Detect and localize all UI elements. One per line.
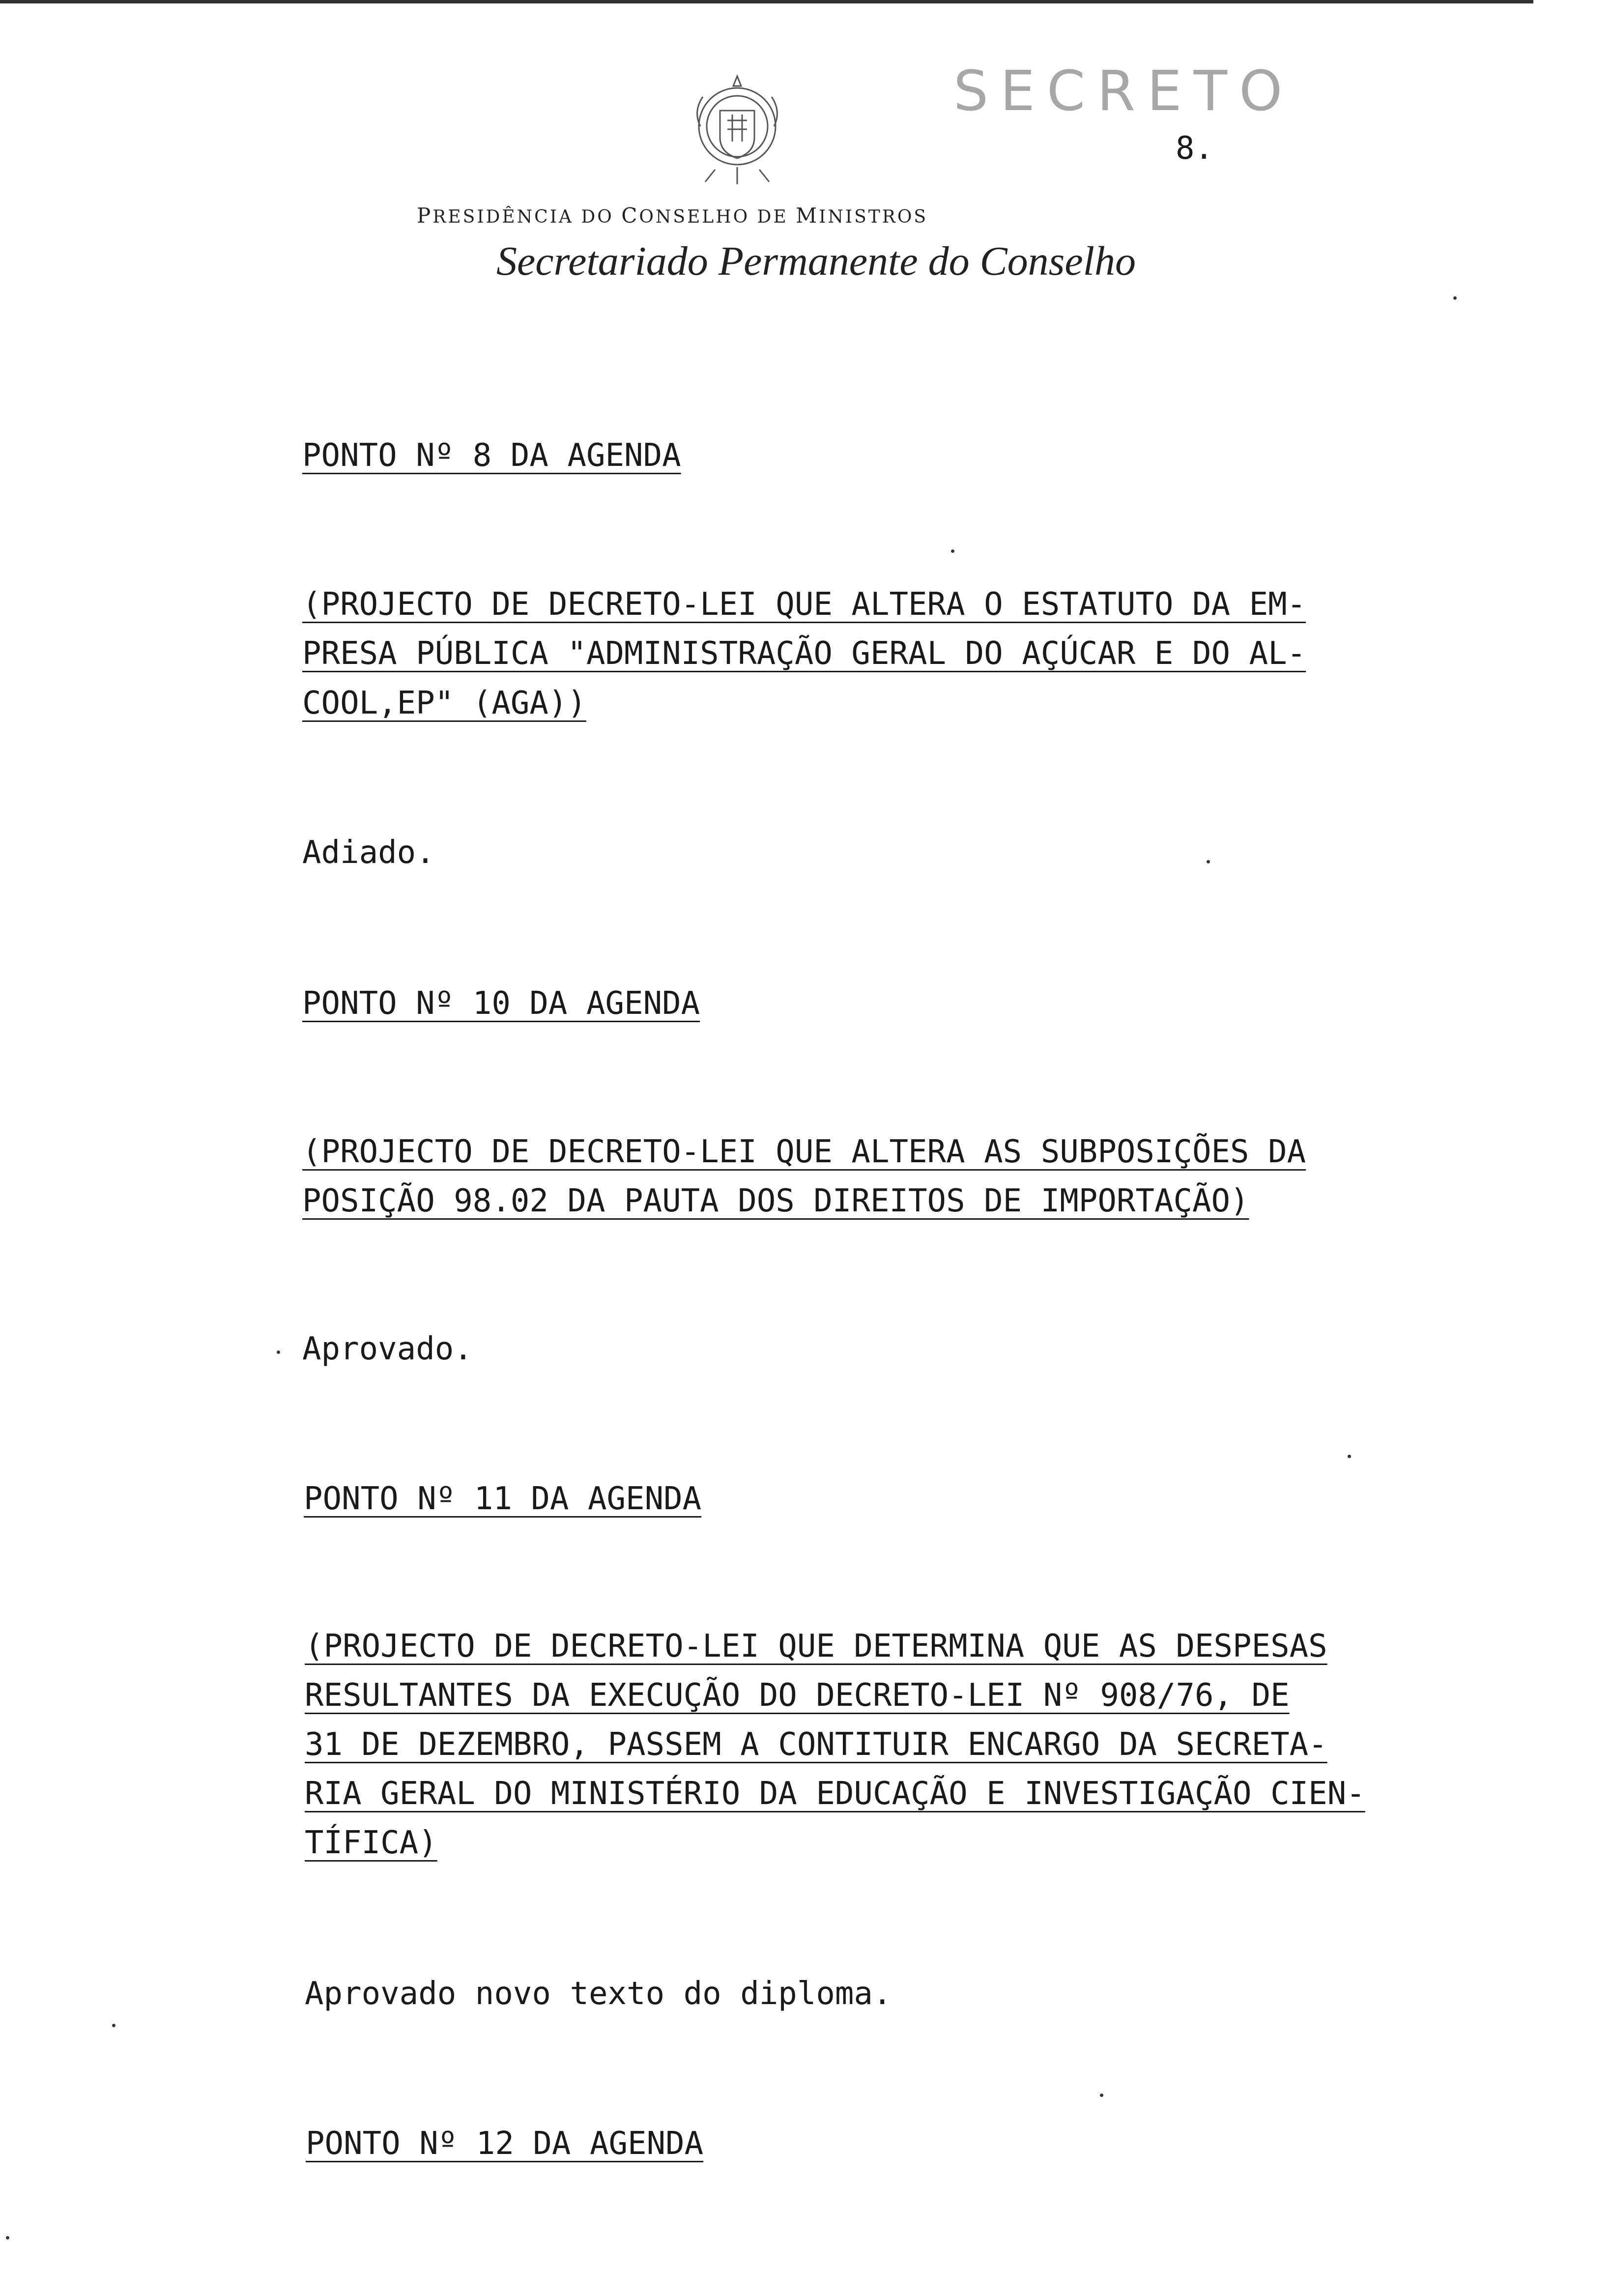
agenda-item-10-result: Aprovado.	[302, 1331, 473, 1367]
top-border-line	[0, 0, 1533, 3]
agenda-item-11-title-line: TÍFICA)	[305, 1825, 437, 1861]
scan-speck	[1453, 296, 1457, 300]
scan-speck	[277, 1350, 280, 1354]
agenda-item-10-title-line: POSIÇÃO 98.02 DA PAUTA DOS DIREITOS DE IMPORTAÇÃO)	[302, 1183, 1249, 1219]
classification-stamp: SECRETO	[953, 59, 1295, 123]
scan-speck	[1207, 860, 1210, 863]
agenda-item-8-title-line: PRESA PÚBLICA "ADMINISTRAÇÃO GERAL DO AÇÚCAR E DO AL-	[302, 635, 1306, 672]
agenda-item-10-heading: PONTO Nº 10 DA AGENDA	[302, 985, 700, 1022]
agenda-item-11-heading: PONTO Nº 11 DA AGENDA	[304, 1481, 702, 1517]
agenda-item-8-title-line: COOL,EP" (AGA))	[302, 685, 586, 721]
agenda-item-11-title-line: RESULTANTES DA EXECUÇÃO DO DECRETO-LEI Nº 908/76, DE	[305, 1677, 1290, 1714]
scan-speck	[6, 2236, 9, 2239]
agenda-item-8-result: Adiado.	[302, 834, 435, 871]
scan-speck	[951, 549, 954, 553]
scan-speck	[112, 2024, 115, 2027]
agenda-item-12-heading: PONTO Nº 12 DA AGENDA	[306, 2125, 704, 2162]
agenda-item-11-result: Aprovado novo texto do diploma.	[305, 1976, 892, 2012]
scan-speck	[1348, 1455, 1351, 1458]
agenda-item-11-title-line: RIA GERAL DO MINISTÉRIO DA EDUCAÇÃO E INVESTIGAÇÃO CIEN-	[305, 1776, 1365, 1812]
agenda-item-11-title-line: (PROJECTO DE DECRETO-LEI QUE DETERMINA QUE AS DESPESAS	[305, 1628, 1327, 1665]
organization-name: PRESIDÊNCIA DO CONSELHO DE MINISTROS	[417, 203, 928, 228]
agenda-item-8-heading: PONTO Nº 8 DA AGENDA	[302, 437, 681, 474]
secretariat-subtitle: Secretariado Permanente do Conselho	[496, 238, 1136, 284]
agenda-item-8-title-line: (PROJECTO DE DECRETO-LEI QUE ALTERA O ESTATUTO DA EM-	[302, 586, 1306, 623]
agenda-item-11-title-line: 31 DE DEZEMBRO, PASSEM A CONTITUIR ENCARGO DA SECRETA-	[305, 1726, 1327, 1763]
coat-of-arms-seal-icon	[686, 71, 789, 189]
page-number: 8.	[1176, 130, 1214, 167]
scan-speck	[1100, 2094, 1103, 2097]
agenda-item-10-title-line: (PROJECTO DE DECRETO-LEI QUE ALTERA AS SUBPOSIÇÕES DA	[302, 1134, 1306, 1170]
